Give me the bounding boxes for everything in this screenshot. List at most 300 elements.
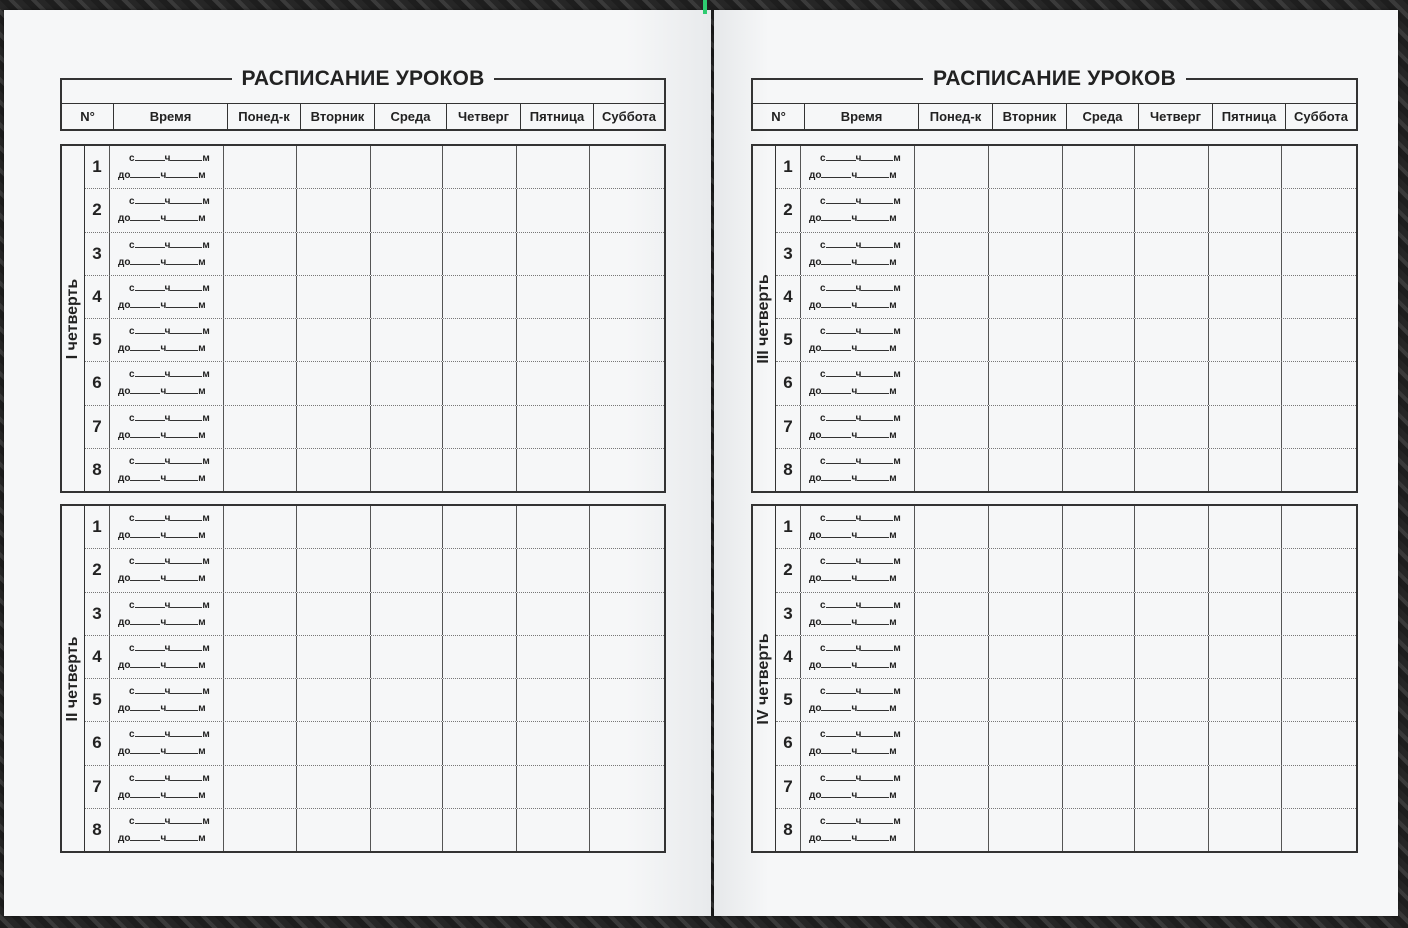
hour-blank[interactable]	[135, 640, 165, 651]
day-cell[interactable]	[1282, 362, 1356, 404]
day-cell[interactable]	[297, 506, 371, 548]
day-cell[interactable]	[1063, 506, 1135, 548]
day-cell[interactable]	[590, 636, 664, 678]
hour-blank[interactable]	[826, 150, 856, 161]
day-cell[interactable]	[297, 362, 371, 404]
day-cell[interactable]	[443, 319, 517, 361]
minute-blank[interactable]	[166, 743, 198, 754]
minute-blank[interactable]	[861, 410, 893, 421]
minute-blank[interactable]	[857, 210, 889, 221]
minute-blank[interactable]	[861, 597, 893, 608]
day-cell[interactable]	[371, 362, 443, 404]
minute-blank[interactable]	[166, 254, 198, 265]
day-cell[interactable]	[989, 636, 1063, 678]
day-cell[interactable]	[915, 636, 989, 678]
minute-blank[interactable]	[166, 830, 198, 841]
day-cell[interactable]	[1063, 722, 1135, 764]
day-cell[interactable]	[989, 506, 1063, 548]
hour-blank[interactable]	[135, 366, 165, 377]
day-cell[interactable]	[224, 449, 297, 491]
hour-blank[interactable]	[130, 427, 160, 438]
hour-blank[interactable]	[130, 254, 160, 265]
day-cell[interactable]	[1209, 233, 1282, 275]
day-cell[interactable]	[297, 319, 371, 361]
day-cell[interactable]	[590, 319, 664, 361]
day-cell[interactable]	[1135, 189, 1209, 231]
day-cell[interactable]	[915, 766, 989, 808]
hour-blank[interactable]	[826, 453, 856, 464]
day-cell[interactable]	[517, 449, 590, 491]
day-cell[interactable]	[224, 636, 297, 678]
day-cell[interactable]	[1063, 679, 1135, 721]
minute-blank[interactable]	[166, 570, 198, 581]
hour-blank[interactable]	[821, 570, 851, 581]
hour-blank[interactable]	[135, 553, 165, 564]
hour-blank[interactable]	[826, 323, 856, 334]
hour-blank[interactable]	[826, 597, 856, 608]
day-cell[interactable]	[590, 766, 664, 808]
day-cell[interactable]	[443, 809, 517, 851]
day-cell[interactable]	[989, 319, 1063, 361]
day-cell[interactable]	[297, 406, 371, 448]
minute-blank[interactable]	[857, 297, 889, 308]
day-cell[interactable]	[1209, 766, 1282, 808]
hour-blank[interactable]	[821, 167, 851, 178]
day-cell[interactable]	[1063, 319, 1135, 361]
hour-blank[interactable]	[821, 470, 851, 481]
day-cell[interactable]	[1209, 506, 1282, 548]
day-cell[interactable]	[297, 679, 371, 721]
day-cell[interactable]	[517, 593, 590, 635]
hour-blank[interactable]	[130, 700, 160, 711]
hour-blank[interactable]	[821, 700, 851, 711]
day-cell[interactable]	[590, 506, 664, 548]
day-cell[interactable]	[989, 766, 1063, 808]
day-cell[interactable]	[371, 189, 443, 231]
day-cell[interactable]	[590, 449, 664, 491]
day-cell[interactable]	[443, 636, 517, 678]
day-cell[interactable]	[590, 233, 664, 275]
day-cell[interactable]	[517, 636, 590, 678]
minute-blank[interactable]	[861, 683, 893, 694]
hour-blank[interactable]	[135, 770, 165, 781]
day-cell[interactable]	[915, 593, 989, 635]
minute-blank[interactable]	[166, 383, 198, 394]
minute-blank[interactable]	[166, 210, 198, 221]
hour-blank[interactable]	[826, 553, 856, 564]
hour-blank[interactable]	[135, 813, 165, 824]
hour-blank[interactable]	[135, 237, 165, 248]
hour-blank[interactable]	[135, 193, 165, 204]
minute-blank[interactable]	[857, 383, 889, 394]
day-cell[interactable]	[297, 549, 371, 591]
day-cell[interactable]	[1135, 636, 1209, 678]
day-cell[interactable]	[1135, 506, 1209, 548]
minute-blank[interactable]	[861, 323, 893, 334]
hour-blank[interactable]	[130, 527, 160, 538]
hour-blank[interactable]	[135, 410, 165, 421]
hour-blank[interactable]	[130, 470, 160, 481]
minute-blank[interactable]	[861, 770, 893, 781]
day-cell[interactable]	[1209, 636, 1282, 678]
minute-blank[interactable]	[857, 254, 889, 265]
hour-blank[interactable]	[821, 787, 851, 798]
hour-blank[interactable]	[821, 383, 851, 394]
day-cell[interactable]	[371, 506, 443, 548]
day-cell[interactable]	[297, 722, 371, 764]
day-cell[interactable]	[443, 189, 517, 231]
day-cell[interactable]	[1063, 636, 1135, 678]
hour-blank[interactable]	[135, 323, 165, 334]
day-cell[interactable]	[224, 189, 297, 231]
hour-blank[interactable]	[826, 640, 856, 651]
minute-blank[interactable]	[166, 167, 198, 178]
minute-blank[interactable]	[166, 297, 198, 308]
day-cell[interactable]	[989, 189, 1063, 231]
minute-blank[interactable]	[857, 657, 889, 668]
hour-blank[interactable]	[130, 570, 160, 581]
day-cell[interactable]	[1209, 146, 1282, 188]
day-cell[interactable]	[371, 809, 443, 851]
minute-blank[interactable]	[857, 167, 889, 178]
hour-blank[interactable]	[826, 813, 856, 824]
hour-blank[interactable]	[135, 510, 165, 521]
hour-blank[interactable]	[130, 383, 160, 394]
day-cell[interactable]	[989, 406, 1063, 448]
minute-blank[interactable]	[857, 570, 889, 581]
day-cell[interactable]	[224, 593, 297, 635]
day-cell[interactable]	[1209, 722, 1282, 764]
minute-blank[interactable]	[861, 813, 893, 824]
day-cell[interactable]	[224, 549, 297, 591]
minute-blank[interactable]	[166, 527, 198, 538]
day-cell[interactable]	[517, 233, 590, 275]
day-cell[interactable]	[1209, 549, 1282, 591]
hour-blank[interactable]	[821, 527, 851, 538]
day-cell[interactable]	[517, 319, 590, 361]
day-cell[interactable]	[297, 189, 371, 231]
minute-blank[interactable]	[170, 410, 202, 421]
hour-blank[interactable]	[130, 830, 160, 841]
day-cell[interactable]	[224, 146, 297, 188]
day-cell[interactable]	[297, 146, 371, 188]
minute-blank[interactable]	[857, 830, 889, 841]
day-cell[interactable]	[224, 319, 297, 361]
day-cell[interactable]	[1063, 809, 1135, 851]
day-cell[interactable]	[1063, 593, 1135, 635]
minute-blank[interactable]	[170, 640, 202, 651]
day-cell[interactable]	[1209, 593, 1282, 635]
day-cell[interactable]	[1282, 679, 1356, 721]
hour-blank[interactable]	[826, 770, 856, 781]
hour-blank[interactable]	[135, 150, 165, 161]
day-cell[interactable]	[371, 679, 443, 721]
day-cell[interactable]	[590, 276, 664, 318]
day-cell[interactable]	[590, 146, 664, 188]
day-cell[interactable]	[224, 506, 297, 548]
day-cell[interactable]	[1282, 319, 1356, 361]
day-cell[interactable]	[915, 146, 989, 188]
hour-blank[interactable]	[826, 683, 856, 694]
minute-blank[interactable]	[861, 726, 893, 737]
minute-blank[interactable]	[857, 340, 889, 351]
minute-blank[interactable]	[861, 150, 893, 161]
day-cell[interactable]	[1282, 809, 1356, 851]
minute-blank[interactable]	[170, 683, 202, 694]
day-cell[interactable]	[1209, 362, 1282, 404]
day-cell[interactable]	[443, 406, 517, 448]
day-cell[interactable]	[517, 766, 590, 808]
minute-blank[interactable]	[861, 237, 893, 248]
minute-blank[interactable]	[170, 150, 202, 161]
day-cell[interactable]	[590, 406, 664, 448]
day-cell[interactable]	[517, 549, 590, 591]
day-cell[interactable]	[224, 679, 297, 721]
day-cell[interactable]	[517, 189, 590, 231]
day-cell[interactable]	[517, 722, 590, 764]
day-cell[interactable]	[1063, 766, 1135, 808]
day-cell[interactable]	[915, 809, 989, 851]
day-cell[interactable]	[443, 506, 517, 548]
day-cell[interactable]	[224, 722, 297, 764]
day-cell[interactable]	[297, 636, 371, 678]
day-cell[interactable]	[1209, 679, 1282, 721]
day-cell[interactable]	[590, 679, 664, 721]
day-cell[interactable]	[297, 593, 371, 635]
day-cell[interactable]	[989, 593, 1063, 635]
day-cell[interactable]	[989, 449, 1063, 491]
day-cell[interactable]	[1063, 449, 1135, 491]
minute-blank[interactable]	[861, 453, 893, 464]
hour-blank[interactable]	[135, 726, 165, 737]
minute-blank[interactable]	[166, 787, 198, 798]
minute-blank[interactable]	[861, 193, 893, 204]
day-cell[interactable]	[590, 362, 664, 404]
minute-blank[interactable]	[170, 453, 202, 464]
hour-blank[interactable]	[135, 597, 165, 608]
day-cell[interactable]	[224, 766, 297, 808]
day-cell[interactable]	[590, 189, 664, 231]
day-cell[interactable]	[989, 549, 1063, 591]
hour-blank[interactable]	[135, 453, 165, 464]
day-cell[interactable]	[989, 679, 1063, 721]
day-cell[interactable]	[1135, 549, 1209, 591]
day-cell[interactable]	[371, 146, 443, 188]
day-cell[interactable]	[517, 276, 590, 318]
minute-blank[interactable]	[861, 553, 893, 564]
day-cell[interactable]	[1282, 233, 1356, 275]
minute-blank[interactable]	[170, 323, 202, 334]
day-cell[interactable]	[915, 362, 989, 404]
day-cell[interactable]	[989, 146, 1063, 188]
day-cell[interactable]	[224, 233, 297, 275]
day-cell[interactable]	[1063, 362, 1135, 404]
day-cell[interactable]	[989, 233, 1063, 275]
minute-blank[interactable]	[861, 640, 893, 651]
minute-blank[interactable]	[861, 280, 893, 291]
day-cell[interactable]	[1282, 146, 1356, 188]
hour-blank[interactable]	[130, 787, 160, 798]
day-cell[interactable]	[371, 722, 443, 764]
day-cell[interactable]	[224, 809, 297, 851]
day-cell[interactable]	[517, 809, 590, 851]
hour-blank[interactable]	[821, 210, 851, 221]
day-cell[interactable]	[1135, 362, 1209, 404]
day-cell[interactable]	[517, 146, 590, 188]
day-cell[interactable]	[915, 449, 989, 491]
minute-blank[interactable]	[170, 770, 202, 781]
day-cell[interactable]	[371, 593, 443, 635]
minute-blank[interactable]	[170, 726, 202, 737]
day-cell[interactable]	[1282, 506, 1356, 548]
day-cell[interactable]	[297, 809, 371, 851]
hour-blank[interactable]	[826, 193, 856, 204]
hour-blank[interactable]	[826, 366, 856, 377]
day-cell[interactable]	[1135, 146, 1209, 188]
hour-blank[interactable]	[135, 280, 165, 291]
hour-blank[interactable]	[821, 427, 851, 438]
day-cell[interactable]	[590, 722, 664, 764]
hour-blank[interactable]	[826, 510, 856, 521]
day-cell[interactable]	[297, 276, 371, 318]
day-cell[interactable]	[371, 276, 443, 318]
day-cell[interactable]	[297, 766, 371, 808]
minute-blank[interactable]	[166, 470, 198, 481]
day-cell[interactable]	[1209, 406, 1282, 448]
hour-blank[interactable]	[130, 340, 160, 351]
day-cell[interactable]	[989, 362, 1063, 404]
day-cell[interactable]	[915, 506, 989, 548]
day-cell[interactable]	[1282, 593, 1356, 635]
day-cell[interactable]	[443, 449, 517, 491]
minute-blank[interactable]	[166, 427, 198, 438]
day-cell[interactable]	[224, 362, 297, 404]
minute-blank[interactable]	[857, 743, 889, 754]
day-cell[interactable]	[1135, 233, 1209, 275]
minute-blank[interactable]	[861, 366, 893, 377]
hour-blank[interactable]	[130, 297, 160, 308]
minute-blank[interactable]	[170, 237, 202, 248]
day-cell[interactable]	[517, 406, 590, 448]
day-cell[interactable]	[1282, 406, 1356, 448]
day-cell[interactable]	[1209, 189, 1282, 231]
hour-blank[interactable]	[826, 280, 856, 291]
day-cell[interactable]	[915, 722, 989, 764]
minute-blank[interactable]	[857, 787, 889, 798]
hour-blank[interactable]	[821, 340, 851, 351]
day-cell[interactable]	[989, 809, 1063, 851]
day-cell[interactable]	[915, 406, 989, 448]
hour-blank[interactable]	[130, 614, 160, 625]
day-cell[interactable]	[1135, 319, 1209, 361]
minute-blank[interactable]	[170, 553, 202, 564]
day-cell[interactable]	[1135, 593, 1209, 635]
day-cell[interactable]	[371, 406, 443, 448]
minute-blank[interactable]	[170, 366, 202, 377]
day-cell[interactable]	[989, 722, 1063, 764]
day-cell[interactable]	[915, 549, 989, 591]
minute-blank[interactable]	[857, 527, 889, 538]
hour-blank[interactable]	[821, 297, 851, 308]
hour-blank[interactable]	[130, 743, 160, 754]
day-cell[interactable]	[371, 636, 443, 678]
day-cell[interactable]	[1135, 809, 1209, 851]
day-cell[interactable]	[443, 549, 517, 591]
day-cell[interactable]	[1282, 549, 1356, 591]
day-cell[interactable]	[517, 362, 590, 404]
minute-blank[interactable]	[857, 470, 889, 481]
hour-blank[interactable]	[826, 726, 856, 737]
day-cell[interactable]	[1209, 319, 1282, 361]
day-cell[interactable]	[297, 449, 371, 491]
hour-blank[interactable]	[135, 683, 165, 694]
day-cell[interactable]	[915, 679, 989, 721]
day-cell[interactable]	[1063, 276, 1135, 318]
day-cell[interactable]	[1135, 276, 1209, 318]
day-cell[interactable]	[297, 233, 371, 275]
hour-blank[interactable]	[821, 254, 851, 265]
hour-blank[interactable]	[130, 657, 160, 668]
day-cell[interactable]	[443, 679, 517, 721]
day-cell[interactable]	[915, 233, 989, 275]
day-cell[interactable]	[224, 406, 297, 448]
day-cell[interactable]	[443, 146, 517, 188]
day-cell[interactable]	[1282, 189, 1356, 231]
day-cell[interactable]	[915, 189, 989, 231]
day-cell[interactable]	[1135, 766, 1209, 808]
day-cell[interactable]	[1209, 449, 1282, 491]
day-cell[interactable]	[1063, 233, 1135, 275]
minute-blank[interactable]	[170, 597, 202, 608]
day-cell[interactable]	[1063, 549, 1135, 591]
day-cell[interactable]	[1282, 636, 1356, 678]
minute-blank[interactable]	[857, 614, 889, 625]
day-cell[interactable]	[443, 276, 517, 318]
day-cell[interactable]	[517, 679, 590, 721]
day-cell[interactable]	[443, 362, 517, 404]
day-cell[interactable]	[1063, 189, 1135, 231]
day-cell[interactable]	[989, 276, 1063, 318]
day-cell[interactable]	[1282, 722, 1356, 764]
day-cell[interactable]	[1063, 406, 1135, 448]
day-cell[interactable]	[1135, 679, 1209, 721]
day-cell[interactable]	[443, 722, 517, 764]
hour-blank[interactable]	[130, 210, 160, 221]
day-cell[interactable]	[443, 766, 517, 808]
day-cell[interactable]	[1209, 809, 1282, 851]
day-cell[interactable]	[915, 319, 989, 361]
day-cell[interactable]	[443, 233, 517, 275]
day-cell[interactable]	[915, 276, 989, 318]
day-cell[interactable]	[1063, 146, 1135, 188]
day-cell[interactable]	[371, 449, 443, 491]
minute-blank[interactable]	[861, 510, 893, 521]
day-cell[interactable]	[371, 549, 443, 591]
day-cell[interactable]	[1282, 449, 1356, 491]
day-cell[interactable]	[1282, 766, 1356, 808]
minute-blank[interactable]	[857, 427, 889, 438]
day-cell[interactable]	[371, 766, 443, 808]
day-cell[interactable]	[371, 233, 443, 275]
hour-blank[interactable]	[826, 237, 856, 248]
day-cell[interactable]	[1135, 449, 1209, 491]
minute-blank[interactable]	[170, 813, 202, 824]
hour-blank[interactable]	[821, 743, 851, 754]
day-cell[interactable]	[371, 319, 443, 361]
day-cell[interactable]	[1135, 406, 1209, 448]
day-cell[interactable]	[590, 549, 664, 591]
day-cell[interactable]	[1209, 276, 1282, 318]
